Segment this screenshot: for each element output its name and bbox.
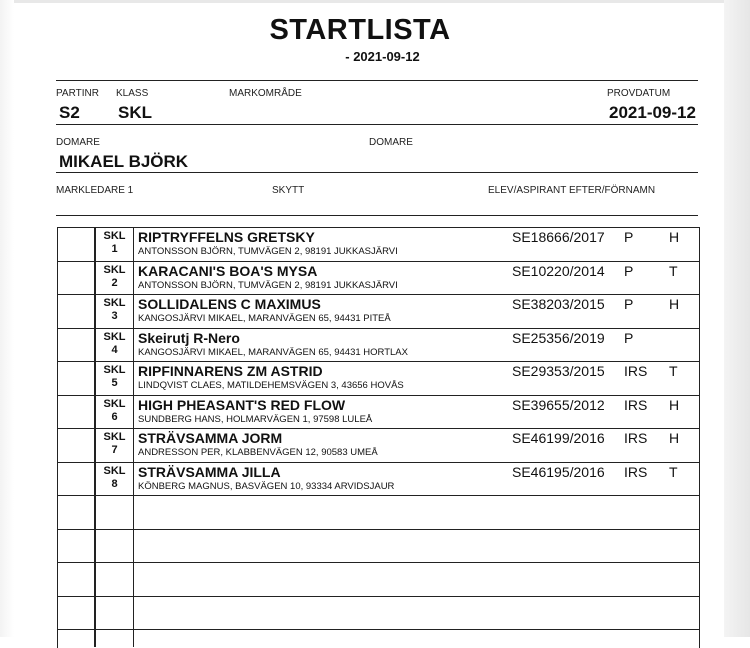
entry-klass: SKL [103, 297, 126, 309]
entry-klass: SKL [103, 230, 126, 242]
domare-label-2: DOMARE [369, 137, 413, 148]
entry-reg: SE39655/2012 [512, 397, 605, 413]
table-row [0, 328, 700, 361]
entry-dog: STRÄVSAMMA JORM [138, 430, 283, 446]
entry-reg: SE29353/2015 [512, 363, 605, 379]
entry-dog: Skeirutj R-Nero [138, 330, 240, 346]
entry-klass: SKL [103, 364, 126, 376]
document-date: - 2021-09-12 [345, 49, 420, 64]
page-edge-top [0, 0, 750, 3]
entry-class-cell [96, 297, 133, 323]
skytt-label: SKYTT [272, 185, 305, 196]
entry-breed: IRS [624, 464, 648, 480]
entry-sex: H [669, 296, 680, 312]
entry-class-cell [96, 364, 133, 390]
entry-nr: 8 [111, 478, 118, 490]
entry-reg: SE46195/2016 [512, 464, 605, 480]
entry-sex: H [669, 430, 680, 446]
entry-dog: HIGH PHEASANT'S RED FLOW [138, 397, 346, 413]
entry-reg: SE38203/2015 [512, 296, 605, 312]
entry-dog: STRÄVSAMMA JILLA [138, 464, 281, 480]
entry-sex: T [669, 263, 678, 279]
entry-dog: KARACANI'S BOA'S MYSA [138, 263, 318, 279]
partinr-value: S2 [59, 103, 80, 122]
entry-class-cell [96, 331, 133, 357]
table-row [0, 261, 700, 294]
entry-klass: SKL [103, 264, 126, 276]
header-top-line [56, 80, 698, 81]
entry-sex: T [669, 464, 678, 480]
table-row [0, 462, 700, 495]
entry-owner: LINDQVIST CLAES, MATILDEHEMSVÄGEN 3, 43656 HOVÅS [138, 380, 404, 391]
entry-nr: 6 [111, 411, 118, 423]
header-line-3 [56, 215, 698, 216]
entry-klass: SKL [103, 465, 126, 477]
entry-breed: P [624, 263, 634, 279]
elev-label: ELEV/ASPIRANT EFTER/FÖRNAMN [488, 185, 656, 196]
provdatum-label: PROVDATUM [607, 88, 671, 99]
entry-reg: SE46199/2016 [512, 430, 605, 446]
entry-breed: P [624, 296, 634, 312]
entry-breed: P [624, 229, 634, 245]
domare-label-1: DOMARE [56, 137, 100, 148]
entry-class-cell [96, 431, 133, 457]
entry-klass: SKL [103, 331, 126, 343]
page-edge-right [724, 0, 750, 637]
entry-dog: RIPFINNARENS ZM ASTRID [138, 363, 323, 379]
entry-owner: ANTONSSON BJÖRN, TUMVÄGEN 2, 98191 JUKKASJÄRVI [138, 246, 398, 257]
table-row-line [57, 562, 699, 563]
header-line-2 [56, 172, 698, 173]
entry-class-cell [96, 398, 133, 424]
table-row-line [57, 495, 699, 496]
entry-owner: SUNDBERG HANS, HOLMARVÄGEN 1, 97598 LULEÅ [138, 414, 373, 425]
entry-nr: 5 [111, 377, 118, 389]
entry-owner: ANTONSSON BJÖRN, TUMVÄGEN 2, 98191 JUKKASJÄRVI [138, 280, 398, 291]
markomrade-label: MARKOMRÅDE [229, 88, 302, 99]
entry-breed: IRS [624, 430, 648, 446]
entry-sex: H [669, 229, 680, 245]
entry-nr: 3 [111, 310, 118, 322]
table-row [0, 395, 700, 428]
markledare-label: MARKLEDARE 1 [56, 185, 134, 196]
entry-reg: SE18666/2017 [512, 229, 605, 245]
entry-class-cell [96, 465, 133, 491]
entry-class-cell [96, 264, 133, 290]
klass-label: KLASS [116, 88, 149, 99]
entry-nr: 2 [111, 277, 118, 289]
entry-reg: SE10220/2014 [512, 263, 605, 279]
entry-reg: SE25356/2019 [512, 330, 605, 346]
entry-breed: P [624, 330, 634, 346]
table-row-line [57, 596, 699, 597]
klass-value: SKL [118, 103, 152, 122]
entry-owner: KANGOSJÄRVI MIKAEL, MARANVÄGEN 65, 94431 HORTLAX [138, 347, 408, 358]
table-row-line [57, 529, 699, 530]
entry-dog: RIPTRYFFELNS GRETSKY [138, 229, 315, 245]
entry-dog: SOLLIDALENS C MAXIMUS [138, 296, 321, 312]
entry-klass: SKL [103, 431, 126, 443]
entry-owner: KANGOSJÄRVI MIKAEL, MARANVÄGEN 65, 94431 PITEÅ [138, 313, 391, 324]
table-row-line [57, 629, 699, 630]
partinr-label: PARTINR [56, 88, 99, 99]
table-row [0, 227, 700, 260]
entry-sex: H [669, 397, 680, 413]
entry-breed: IRS [624, 363, 648, 379]
domare-value-1: MIKAEL BJÖRK [59, 152, 189, 171]
entry-breed: IRS [624, 397, 648, 413]
entry-nr: 7 [111, 444, 118, 456]
provdatum-value: 2021-09-12 [609, 103, 696, 122]
document-title: STARTLISTA [269, 14, 451, 46]
entry-nr: 4 [111, 344, 118, 356]
entry-klass: SKL [103, 398, 126, 410]
entry-owner: KÖNBERG MAGNUS, BASVÄGEN 10, 93334 ARVIDSJAUR [138, 481, 395, 492]
table-row [0, 428, 700, 461]
entry-sex: T [669, 363, 678, 379]
table-row [0, 361, 700, 394]
header-line-1 [56, 124, 698, 125]
entry-owner: ANDRESSON PER, KLABBENVÄGEN 12, 90583 UMEÅ [138, 447, 378, 458]
entry-nr: 1 [111, 243, 118, 255]
entry-class-cell [96, 230, 133, 256]
table-row [0, 294, 700, 327]
